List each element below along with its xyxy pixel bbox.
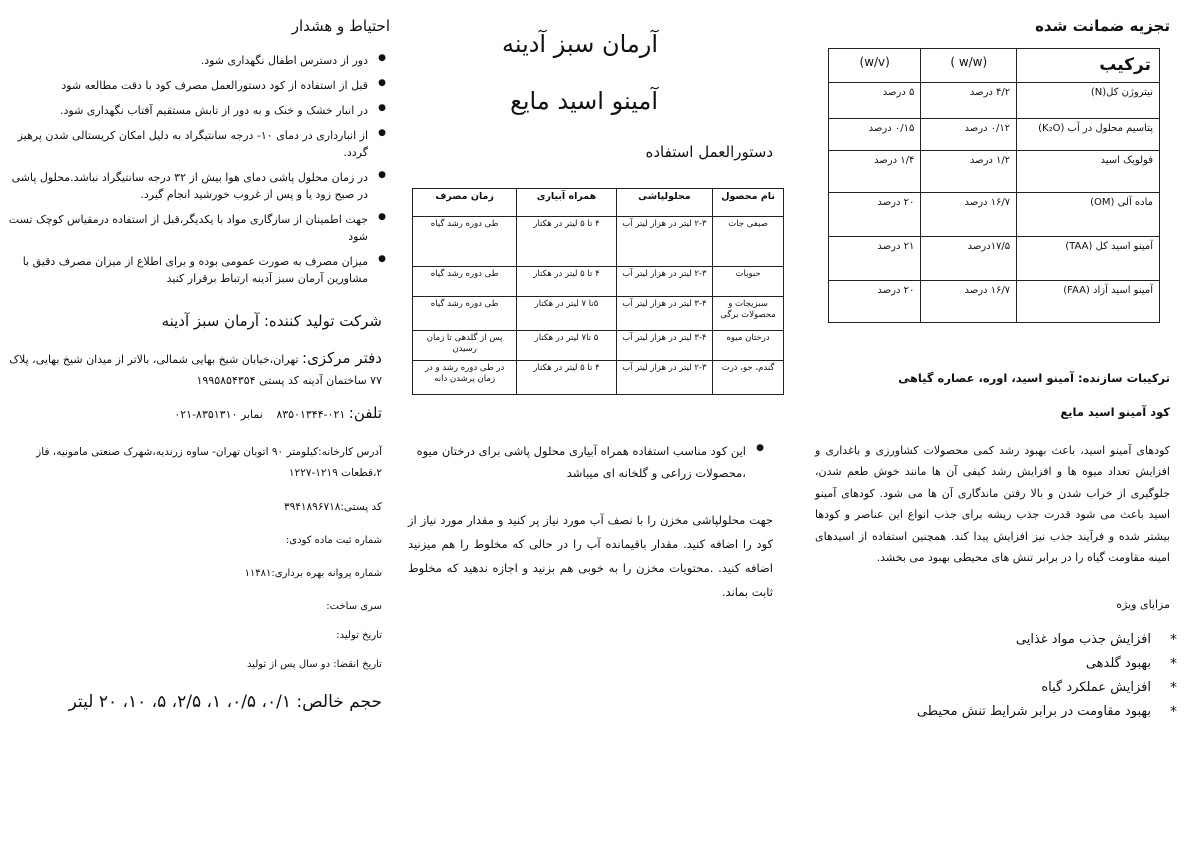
table-row [829,83,1160,119]
postal-code: کد پستی:۳۹۴۱۸۹۶۷۱۸ [283,501,382,513]
producer: شرکت تولید کننده: آرمان سبز آدینه [161,312,382,330]
phone-number: ۰۲۱-۸۳۵۰۱۳۴۴ [276,408,346,421]
cell: ۵ درصد [829,83,921,119]
tank-instructions: جهت محلولپاشی مخزن را با نصف آب مورد نیاز پر کنید و مقدار مورد نیاز از کود را اضافه کنید. مقدار باقیمانده آب را در حالی که مخلوط را هم میزنید اضافه کنید. .محتویات مخزن را به خوبی هم بزنید و اجازه ندهید که مخلوط ثابت بماند. [408,513,773,600]
cell: ۱/۲ درصد [921,151,1017,193]
cell: سبزیجات و محصولات برگی [713,297,784,331]
cell: در طی دوره رشد و در زمان پرشدن دانه [413,361,517,395]
license-number: شماره پروانه بهره برداری:۱۱۴۸۱ [244,568,382,579]
cell: فولویک اسید [1017,151,1160,193]
cell: ۳-۴ لیتر در هزار لیتر آب [616,331,712,361]
usage-table [412,188,784,395]
table-row [413,331,784,361]
th-foliar: محلولپاشی [616,189,712,217]
cell: پس از گلدهی تا زمان رسیدن [413,331,517,361]
cell: آمینو اسید آزاد (FAA) [1017,281,1160,323]
cell: ۰/۱۵ درصد [829,119,921,151]
table-row [413,361,784,395]
th-ww: (w/w ) [921,49,1017,83]
company-name: آرمان سبز آدینه [501,30,658,58]
list-item: * افزایش عملکرد گیاه [815,676,1185,700]
warnings-title: احتیاط و هشدار [291,17,390,35]
components-line: ترکیبات سازنده: آمینو اسید، اوره، عصاره گیاهی [898,371,1170,385]
cell: ماده آلی (OM) [1017,193,1160,237]
cell: گندم، جو، ذرت [713,361,784,395]
th-product: نام محصول [713,189,784,217]
list-item: ● در زمان محلول پاشی دمای هوا بیش از ۳۲ درجه سانتیگراد نباشد.محلول پاشی در صبح زود یا و پس از غروب خورشید انجام گیرد. [5,169,390,203]
product-name: آمینو اسید مایع [510,87,658,115]
table-row [829,281,1160,323]
cell: ۲۱ درصد [829,237,921,281]
table-row [829,193,1160,237]
list-item: * افزایش جذب مواد غذایی [815,628,1185,652]
features-title: مزایای ویژه [1116,598,1170,611]
cell: ۱۶/۷ درصد [921,281,1017,323]
cell: ۴ تا ۵ لیتر در هکتار [517,361,616,395]
cell: ۳-۴ لیتر در هزار لیتر آب [616,297,712,331]
cell: ۵تا ۷ لیتر در هکتار [517,297,616,331]
office-block [7,346,382,390]
table-row [829,151,1160,193]
cell: صیفی جات [713,217,784,267]
list-item: ● از انبارداری در دمای ۱۰- درجه سانتیگراد به دلیل امکان کریستالی شدن پرهیز گردد. [5,127,390,161]
instructions-title: دستورالعمل استفاده [645,143,773,161]
left-column [5,0,390,848]
cell: ۴ تا ۵ لیتر در هکتار [517,217,616,267]
cell: طی دوره رشد گیاه [413,217,517,267]
table-row [829,119,1160,151]
cell: نیتروژن کل(N) [1017,83,1160,119]
batch-series: سری ساخت: [326,601,382,612]
cell: درختان میوه [713,331,784,361]
code-title: کود آمینو اسید مایع [1060,405,1170,419]
th-composition: ترکیب [1017,49,1160,83]
list-item: * بهبود گلدهی [815,652,1185,676]
list-item: ● این کود مناسب استفاده همراه آبیاری محلول پاشی برای درختان میوه ،محصولات زراعی و گلخانه ای میباشد [413,440,768,485]
expiry-date: تاریخ انقضا: دو سال پس از تولید [246,659,382,670]
cell: ۱۶/۷ درصد [921,193,1017,237]
office-label: دفتر مرکزی: [302,349,382,367]
cell: حبوبات [713,267,784,297]
right-column [815,0,1185,848]
table-row [413,217,784,267]
production-date: تاریخ تولید: [336,630,382,641]
fax-number: نمابر ۸۳۵۱۳۱۰-۰۲۱ [174,408,263,421]
cell: طی دوره رشد گیاه [413,297,517,331]
note-list [413,440,768,493]
cell: ۴/۲ درصد [921,83,1017,119]
middle-column [408,0,788,848]
list-item: ● میزان مصرف به صورت عمومی بوده و برای اطلاع از میزان مصرف دقیق با مشاورین آرمان سبز آدینه ارتباط برقرار کنید [5,253,390,287]
product-description: کودهای آمینو اسید، باعث بهبود رشد کمی محصولات کشاورزی و باغداری و افزایش تعداد میوه ها و افزایش رشد کیفی آن ها مانند خوش طعم شدن، جلوگیری از خراب شدن و بالا رفتن ماندگاری آن ها می شود. کودهای آمینو اسید باعث می شود قدرت جذب ریشه برای جذب انواع این عناصر و کودها بیشتر شده و فرآیند جذب نیز افزایش پیدا کند. همچنین استفاده از اسیدهای امینه مقاومت گیاه را در برابر تنش های محیطی بهبود می بخشد. [815,444,1170,565]
warnings-list [5,52,390,296]
cell: ۲-۳ لیتر در هزار لیتر آب [616,361,712,395]
list-item: ● قبل از استفاده از کود دستورالعمل مصرف کود با دقت مطالعه شود [5,77,390,94]
th-timing: زمان مصرف [413,189,517,217]
cell: ۲-۳ لیتر در هزار لیتر آب [616,217,712,267]
table-row [413,297,784,331]
cell: طی دوره رشد گیاه [413,267,517,297]
registration-number: شماره ثبت ماده کودی: [285,535,382,546]
cell: پتاسیم محلول در آب (K₂O) [1017,119,1160,151]
cell: ۰/۱۲ درصد [921,119,1017,151]
cell: ۲۰ درصد [829,193,921,237]
cell: ۵ تا۷ لیتر در هکتار [517,331,616,361]
cell: ۱۷/۵درصد [921,237,1017,281]
table-row [413,267,784,297]
composition-table [828,48,1160,323]
net-volume: حجم خالص: ۰/۱، ۰/۵، ۱، ۲/۵، ۵، ۱۰، ۲۰ لیتر [68,692,382,712]
features-list [815,628,1185,724]
th-irrigation: همراه آبیاری [517,189,616,217]
list-item: ● جهت اطمینان از سازگاری مواد با یکدیگر،قبل از استفاده درمقیاس کوچک تست شود [5,211,390,245]
th-wv: (w/v) [829,49,921,83]
cell: ۲-۳ لیتر در هزار لیتر آب [616,267,712,297]
list-item: ● دور از دسترس اطفال نگهداری شود. [5,52,390,69]
guaranteed-analysis-heading: تجزیه ضمانت شده [1035,17,1170,35]
cell: ۴ تا ۵ لیتر در هکتار [517,267,616,297]
cell: آمینو اسید کل (TAA) [1017,237,1160,281]
list-item: ● در انبار خشک و خنک و به دور از تابش مستقیم آفتاب نگهداری شود. [5,102,390,119]
office-address: تهران،خیابان شیخ بهایی شمالی، بالاتر از میدان شیخ بهایی، پلاک ۷۷ ساختمان آدینه کد پستی ۱۹۹۵۸۵۴۳۵۴ [9,353,382,387]
factory-address: آدرس کارخانه:کیلومتر ۹۰ اتوبان تهران- ساوه زرندیه،شهرک صنعتی مامونیه، فاز ۲،قطعات ۱۲۱۹-۱۲۲۷ [36,446,382,479]
list-item: * بهبود مقاومت در برابر شرایط تنش محیطی [815,700,1185,724]
table-row [829,237,1160,281]
phone-block [174,404,382,422]
cell: ۲۰ درصد [829,281,921,323]
cell: ۱/۴ درصد [829,151,921,193]
phone-label: تلفن: [348,404,382,422]
